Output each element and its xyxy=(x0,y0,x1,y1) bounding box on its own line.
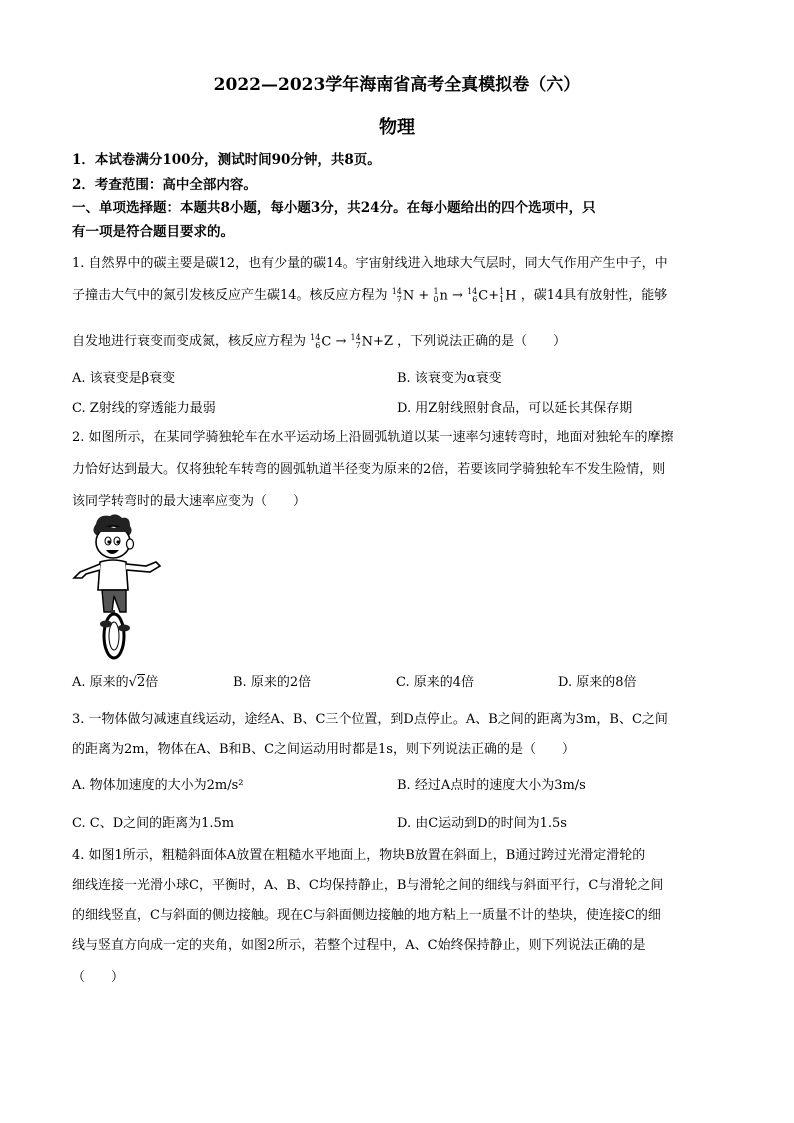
q3-option-d[interactable]: D. 由C运动到D的时间为1.5s xyxy=(397,816,567,831)
q1-option-c[interactable]: C. Z射线的穿透能力最弱 xyxy=(72,401,216,416)
unicycle-boy-illustration xyxy=(68,512,168,662)
q4-text-line4: 线与竖直方向成一定的夹角，如图2所示，若整个过程中，A、C始终保持静止，则下列说法正确的是 xyxy=(72,938,646,953)
subject-title: 物理 xyxy=(379,117,415,138)
q3-option-c[interactable]: C. C、D之间的距离为1.5m xyxy=(72,816,235,831)
q1-text-line2 xyxy=(72,284,667,304)
q4-text-line5: （ ） xyxy=(72,970,125,985)
q2-option-d[interactable]: D. 原来的8倍 xyxy=(558,675,637,690)
q1-line3-pre: 自发地进行衰变而变成氮，核反应方程为 xyxy=(72,334,307,349)
neutron-nuclide: 1 0 n xyxy=(433,286,448,304)
q3-option-a[interactable]: A. 物体加速度的大小为2m/s² xyxy=(72,778,244,793)
hydrogen-nuclide: 1 1 H xyxy=(499,286,517,304)
carbon-nuclide: 14 6 C xyxy=(467,286,489,304)
q2-option-a[interactable]: A. 原来的√2倍 xyxy=(72,675,159,690)
instruction-1: 1．本试卷满分100分，测试时间90分钟，共8页。 xyxy=(72,152,381,168)
nitrogen-nuclide: 14 7 N xyxy=(350,332,374,350)
q2-option-c[interactable]: C. 原来的4倍 xyxy=(396,675,475,690)
sqrt-symbol: √2 xyxy=(128,675,146,690)
q2-text-line3: 该同学转弯时的最大速率应变为（ ） xyxy=(72,494,307,509)
carbon-nuclide: 14 6 C xyxy=(310,332,332,350)
q2-option-b[interactable]: B. 原来的2倍 xyxy=(233,675,312,690)
q2-text-line2: 力恰好达到最大。仅将独轮车转弯的圆弧轨道半径变为原来的2倍，若要该同学骑独轮车不发生险情，则 xyxy=(72,462,666,477)
instruction-2: 2．考查范围：高中全部内容。 xyxy=(72,177,257,193)
q4-text-line3: 的细线竖直，C与斜面的侧边接触。现在C与斜面侧边接触的地方粘上一质量不计的垫块，使连接C的细 xyxy=(72,908,661,923)
q1-option-a[interactable]: A. 该衰变是β衰变 xyxy=(72,371,176,386)
q1-line2-post: ，碳14具有放射性，能够 xyxy=(520,288,668,303)
q1-text-line1: 1. 自然界中的碳主要是碳12，也有少量的碳14。宇宙射线进入地球大气层时，同大气作用产生中子，中 xyxy=(72,256,668,271)
reaction-equation-2: 14 6 C → 14 7 N+Z xyxy=(310,332,393,350)
q1-text-line3 xyxy=(72,330,566,350)
nitrogen-nuclide: 14 7 N xyxy=(391,286,415,304)
q4-text-line1: 4. 如图1所示，粗糙斜面体A放置在粗糙水平地面上，物块B放置在斜面上，B通过跨过光滑定滑轮的 xyxy=(72,848,646,863)
q4-text-line2: 细线连接一光滑小球C，平衡时，A、B、C均保持静止，B与滑轮之间的细线与斜面平行，C与滑轮之间 xyxy=(72,878,664,893)
q3-text-line1: 3. 一物体做匀减速直线运动，途经A、B、C三个位置，到D点停止。A、B之间的距离为3m，B、C之间 xyxy=(72,712,668,727)
section-heading-line1: 一、单项选择题：本题共8小题，每小题3分，共24分。在每小题给出的四个选项中，只 xyxy=(72,200,596,216)
section-heading-line2: 有一项是符合题目要求的。 xyxy=(72,224,234,240)
q1-option-d[interactable]: D. 用Z射线照射食品，可以延长其保存期 xyxy=(397,401,633,416)
reaction-equation-1: 14 7 N + 1 0 n → 14 6 C+ 1 1 H xyxy=(391,286,517,304)
q1-line2-pre: 子撞击大气中的氮引发核反应产生碳14。核反应方程为 xyxy=(72,288,388,303)
q1-line3-post: ，下列说法正确的是（ ） xyxy=(397,334,567,349)
q3-text-line2: 的距离为2m，物体在A、B和B、C之间运动用时都是1s，则下列说法正确的是（ ） xyxy=(72,742,575,757)
exam-title: 2022—2023学年海南省高考全真模拟卷（六） xyxy=(213,75,581,95)
q2-text-line1: 2. 如图所示，在某同学骑独轮车在水平运动场上沿圆弧轨道以某一速率匀速转弯时，地面对独轮车的摩擦 xyxy=(72,430,674,445)
q1-option-b[interactable]: B. 该衰变为α衰变 xyxy=(397,371,502,386)
q3-option-b[interactable]: B. 经过A点时的速度大小为3m/s xyxy=(397,778,586,793)
